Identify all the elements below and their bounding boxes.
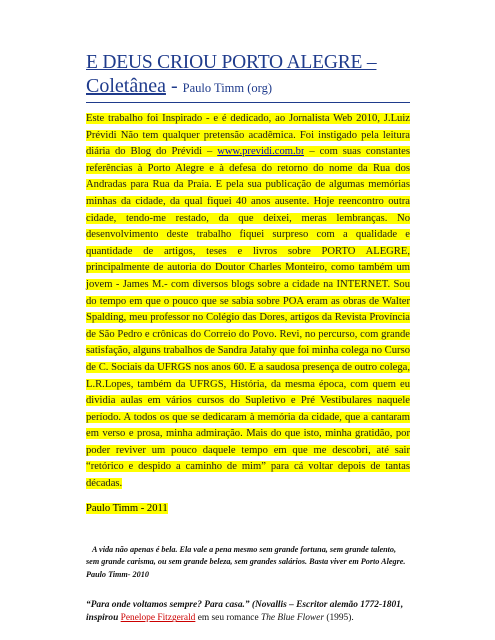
- quote2-mid: em seu romance: [195, 613, 261, 624]
- penelope-fitzgerald-link[interactable]: Penelope Fitzgerald: [120, 613, 196, 624]
- subtitle-dash: -: [165, 75, 183, 97]
- title-divider: [86, 102, 410, 103]
- quote-porto-alegre: A vida não apenas é bela. Ela vale a pena mesmo sem grande fortuna, sem grande talento, sem grande carisma, ou sem grande beleza, sem grandes salários. Basta viver em Porto Alegre. Paulo Timm- 2010: [86, 544, 406, 579]
- quote2-attribution: (Novallis – Escritor alemão 1772-1801, inspirou: [86, 600, 404, 624]
- previdi-link[interactable]: www.previdi.com.br: [217, 146, 305, 158]
- intro-text-part2: – com suas constantes referências à Porto Alegre e à defesa do retorno do nome da Rua dos Andradas para Rua da Praia. E pela sua publicação de algumas memórias minhas da cidade, da qual fiquei 40 anos ausente. Hoje reencontro outra cidade, tendo-me restado, da que deixei, meras lembranças. No desenvolvimento deste trabalho fiquei surpreso com a qualidade e quantidade de artigos, teses e livros sobre PORTO ALEGRE, principalmente de autoria do Doutor Charles Monteiro, como também um jovem - James M.- com diversos blogs sobre a cidade na INTERNET. Sou do tempo em que o pouco que se sabia sobre POA eram as obras de Walter Spalding, meu professor no Colégio das Dores, artigos da Revista Província de São Pedro e crônicas do Correio do Povo. Revi, no percurso, com grande satisfação, alguns trabalhos de Sandra Jatahy que foi minha colega no Curso de C. Sociais da UFRGS nos anos 60. E a saudosa presença de outro colega, L.R.Lopes, também da UFRGS, História, da mesma época, com quem eu dividia aulas em vários cursos do Supletivo e Pré Vestibulares naquele período. A todos os que se dedicaram à memória da cidade, que a cantaram em verso e prosa, minha admiração. Mais do que isto, minha gratidão, por poder reviver um pouco daquele tempo em que me descobri, até sair “retórico e despido a caminho de mim” para cá voltar depois de tantas décadas.: [86, 146, 410, 490]
- subtitle-main: Coletânea: [86, 75, 166, 97]
- intro-paragraph: [86, 111, 410, 493]
- book-title: The Blue Flower: [260, 613, 324, 624]
- signature-text: Paulo Timm - 2011: [86, 502, 168, 514]
- quote2-text: “Para onde voltamos sempre? Para casa.”: [86, 600, 250, 611]
- intro-text-part1: Este trabalho foi Inspirado - e é dedicado, ao Jornalista Web 2010, J.Luiz Prévidi Não tem qualquer pretensão acadêmica. Foi instigado pela leitura diária do Blog do Prévidi –: [86, 113, 410, 158]
- quote-novallis: [86, 599, 410, 625]
- document-title: E DEUS CRIOU PORTO ALEGRE –: [86, 52, 377, 73]
- signature: [86, 501, 410, 516]
- document-subtitle: [86, 74, 410, 100]
- quote2-end: (1995).: [324, 613, 354, 624]
- document-page: [86, 52, 410, 625]
- author-name: Paulo Timm (org): [182, 81, 273, 95]
